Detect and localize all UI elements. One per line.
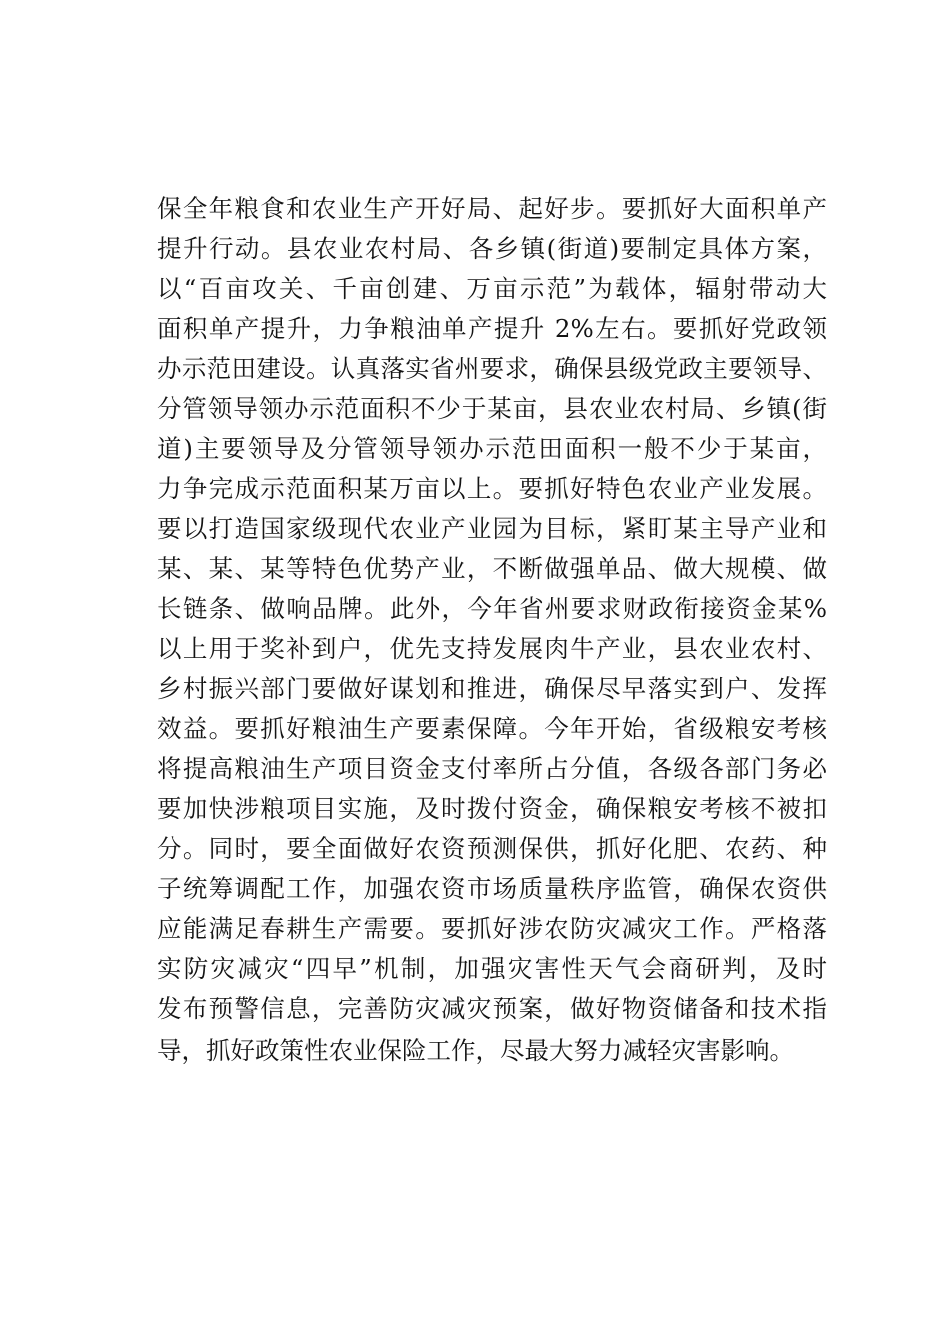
text-line: 实防灾减灾“四早”机制，加强灾害性天气会商研判，及时 [157, 954, 827, 983]
text-line: 乡村振兴部门要做好谋划和推进，确保尽早落实到户、发挥 [157, 674, 827, 703]
text-line: 将提高粮油生产项目资金支付率所占分值，各级各部门务必 [157, 754, 827, 783]
text-line: 导，抓好政策性农业保险工作，尽最大努力减轻灾害影响。 [157, 1036, 794, 1065]
text-line: 力争完成示范面积某万亩以上。要抓好特色农业产业发展。 [157, 474, 827, 503]
text-line: 要以打造国家级现代农业产业园为目标，紧盯某主导产业和 [157, 514, 827, 543]
text-line: 子统筹调配工作，加强农资市场质量秩序监管，确保农资供 [157, 874, 827, 903]
text-line: 保全年粮食和农业生产开好局、起好步。要抓好大面积单产 [157, 194, 827, 223]
text-line: 面积单产提升，力争粮油单产提升 2%左右。要抓好党政领 [157, 314, 827, 343]
text-line: 以上用于奖补到户，优先支持发展肉牛产业，县农业农村、 [157, 634, 827, 663]
text-line: 应能满足春耕生产需要。要抓好涉农防灾减灾工作。严格落 [157, 914, 827, 943]
text-line: 某、某、某等特色优势产业，不断做强单品、做大规模、做 [157, 554, 827, 583]
text-line: 办示范田建设。认真落实省州要求，确保县级党政主要领导、 [157, 354, 827, 383]
text-line: 长链条、做响品牌。此外，今年省州要求财政衔接资金某% [157, 594, 827, 623]
text-line: 要加快涉粮项目实施，及时拨付资金，确保粮安考核不被扣 [157, 794, 827, 823]
text-line: 提升行动。县农业农村局、各乡镇(街道)要制定具体方案， [157, 234, 827, 263]
text-line: 道)主要领导及分管领导领办示范田面积一般不少于某亩， [157, 434, 827, 463]
text-line: 分管领导领办示范面积不少于某亩，县农业农村局、乡镇(街 [157, 394, 827, 423]
text-line: 发布预警信息，完善防灾减灾预案，做好物资储备和技术指 [157, 994, 827, 1023]
text-line: 效益。要抓好粮油生产要素保障。今年开始，省级粮安考核 [157, 714, 827, 743]
text-line: 分。同时，要全面做好农资预测保供，抓好化肥、农药、种 [157, 834, 827, 863]
text-line: 以“百亩攻关、千亩创建、万亩示范”为载体，辐射带动大 [157, 274, 827, 303]
